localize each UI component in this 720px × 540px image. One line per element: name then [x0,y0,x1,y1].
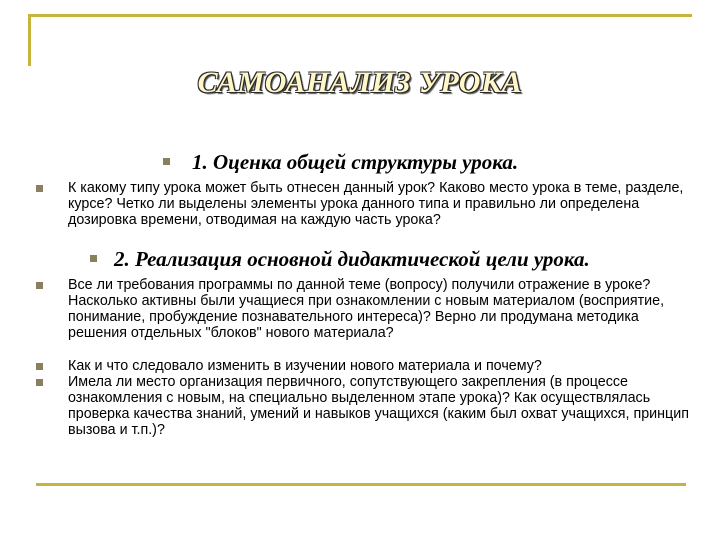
section-heading-1 [163,150,518,175]
list-item [36,358,696,374]
frame-bottom-line [36,483,686,486]
list-item-text: Имела ли место организация первичного, сопутствующего закрепления (в процессе ознакомления с новым, на специально выделенном этапе урока)? Как осуществлялась проверка качества знаний, умений и навыков учащихся (каким был охват учащихся, принцип вызова и т.п.)? [68,374,689,438]
list-item-text: К какому типу урока может быть отнесен данный урок? Каково место урока в теме, разделе, курсе? Четко ли выделены элементы урока данного типа и правильно ли определена дозировка времени, отводимая на каждую часть урока? [68,180,684,228]
frame-top-line [28,14,692,17]
section-heading-2 [90,247,590,272]
list-item-text: Все ли требования программы по данной теме (вопросу) получили отражение в уроке? Насколько активны были учащиеся при ознакомлении с новым материалом (восприятие, понимание, пробуждение познавательного интереса)? Верно ли продумана методика решения отдельных "блоков" нового материала? [68,277,665,341]
square-bullet-icon [36,185,43,192]
list-item [36,374,696,438]
list-item [36,277,696,341]
square-bullet-icon [36,282,43,289]
square-bullet-icon [36,379,43,386]
slide-title: САМОАНАЛИЗ УРОКА [197,66,523,99]
square-bullet-icon [163,158,170,165]
section-heading-text: 1. Оценка общей структуры урока. [192,150,519,174]
square-bullet-icon [36,363,43,370]
list-item [36,180,696,228]
square-bullet-icon [90,255,97,262]
section-heading-text: 2. Реализация основной дидактической цели урока. [114,247,590,271]
frame-left-line [28,14,31,66]
list-item-text: Как и что следовало изменить в изучении нового материала и почему? [68,358,542,374]
